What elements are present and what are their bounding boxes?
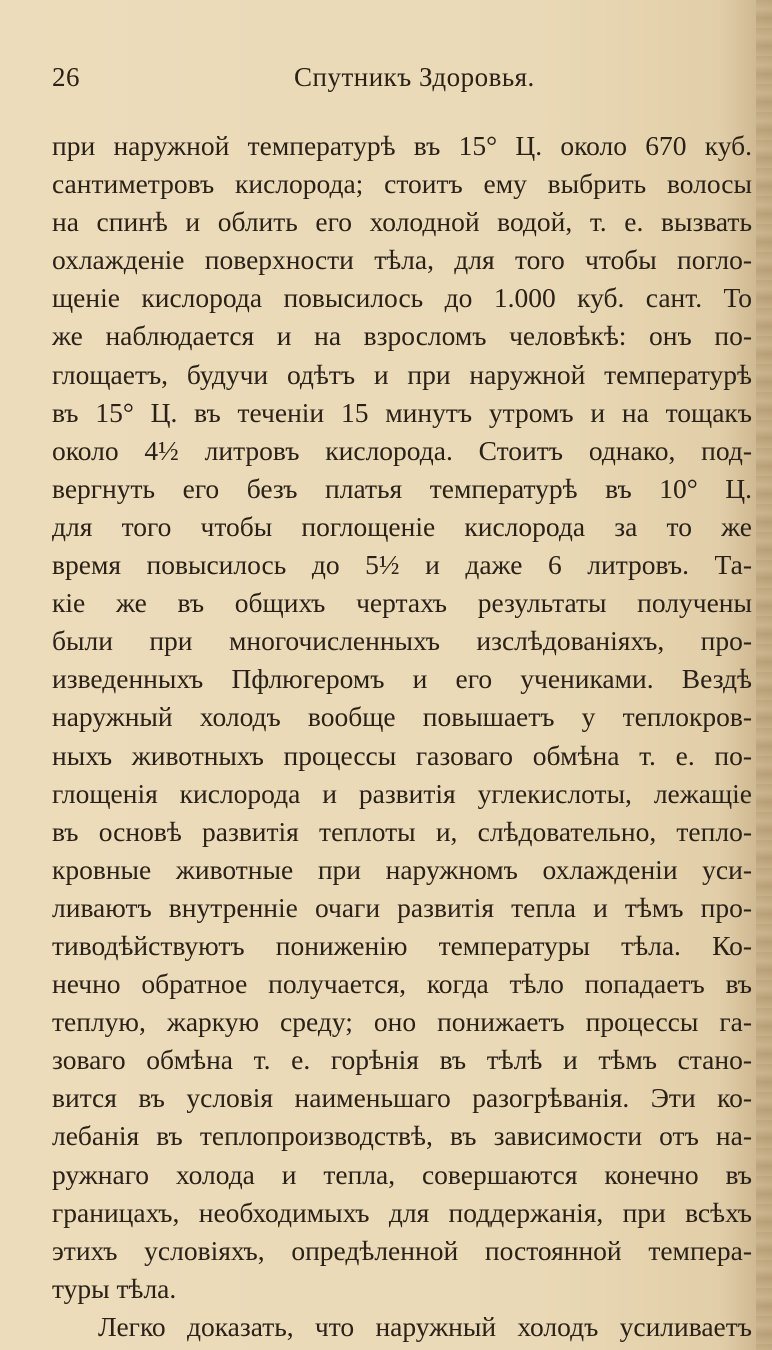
text-line: около 4½ литровъ кислорода. Стоитъ однако, под- [52, 434, 752, 466]
page-header [52, 62, 752, 96]
text-line: кіе же въ общихъ чертахъ результаты получены [52, 587, 752, 619]
text-line: сантиметровъ кислорода; стоитъ ему выбрить волосы [52, 168, 752, 200]
text-line: границахъ, необходимыхъ для поддержанія, при всѣхъ [52, 1196, 752, 1228]
text-line: глощенія кислорода и развитія углекислоты, лежащіе [52, 777, 752, 809]
text-line: тиводѣйствуютъ пониженію температуры тѣла. Ко- [52, 929, 752, 961]
text-line: при наружной температурѣ въ 15° Ц. около 670 куб. [52, 130, 752, 161]
text-line: зоваго обмѣна т. е. горѣнія въ тѣлѣ и тѣмъ стано- [52, 1044, 752, 1076]
paragraph-2 [52, 1308, 752, 1346]
text-line: для того чтобы поглощеніе кислорода за то же [52, 510, 752, 542]
text-line: туры тѣла. [52, 1272, 177, 1304]
page-number: 26 [52, 62, 80, 92]
text-line: нечно обратное получается, когда тѣло попадаетъ въ [52, 968, 752, 1000]
text-line: время повысилось до 5½ и даже 6 литровъ. Та- [52, 549, 752, 581]
text-line: лебанія въ теплопроизводствѣ, въ зависимости отъ на- [52, 1120, 752, 1152]
text-line: Легко доказать, что наружный холодъ усиливаетъ [98, 1310, 752, 1342]
body-text [52, 127, 752, 1346]
text-line: наружный холодъ вообще повышаетъ у теплокров- [52, 701, 752, 733]
text-line: же наблюдается и на взросломъ человѣкѣ: онъ по- [52, 320, 752, 352]
text-line: кровные животные при наружномъ охлажденіи уси- [52, 853, 752, 885]
text-line: изведенныхъ Пфлюгеромъ и его учениками. Вездѣ [52, 663, 752, 695]
text-line: ливаютъ внутренніе очаги развитія тепла и тѣмъ про- [52, 891, 752, 923]
text-line: въ основѣ развитія теплоты и, слѣдовательно, тепло- [52, 815, 752, 847]
text-line: глощаетъ, будучи одѣтъ и при наружной температурѣ [52, 358, 752, 390]
text-line: въ 15° Ц. въ теченіи 15 минутъ утромъ и на тощакъ [52, 396, 752, 428]
page-edge [756, 0, 772, 1350]
text-line: ныхъ животныхъ процессы газоваго обмѣна т. е. по- [52, 739, 752, 771]
text-line: были при многочисленныхъ изслѣдованіяхъ, про- [52, 625, 752, 657]
text-line: этихъ условіяхъ, опредѣленной постоянной темпера- [52, 1234, 752, 1266]
text-line: вергнуть его безъ платья температурѣ въ 10° Ц. [52, 472, 752, 504]
text-line: теплую, жаркую среду; оно понижаетъ процессы га- [52, 1006, 752, 1038]
text-line: на спинѣ и облить его холодной водой, т. е. вызвать [52, 206, 752, 238]
paragraph-1 [52, 127, 752, 1308]
text-line: вится въ условія наименьшаго разогрѣванія. Эти ко- [52, 1082, 752, 1114]
text-line: ружнаго холода и тепла, совершаются конечно въ [52, 1158, 752, 1190]
text-line: щеніе кислорода повысилось до 1.000 куб. сант. То [52, 282, 752, 314]
running-title: Спутникъ Здоровья. [294, 62, 535, 92]
text-line: охлажденіе поверхности тѣла, для того чтобы погло- [52, 244, 752, 276]
